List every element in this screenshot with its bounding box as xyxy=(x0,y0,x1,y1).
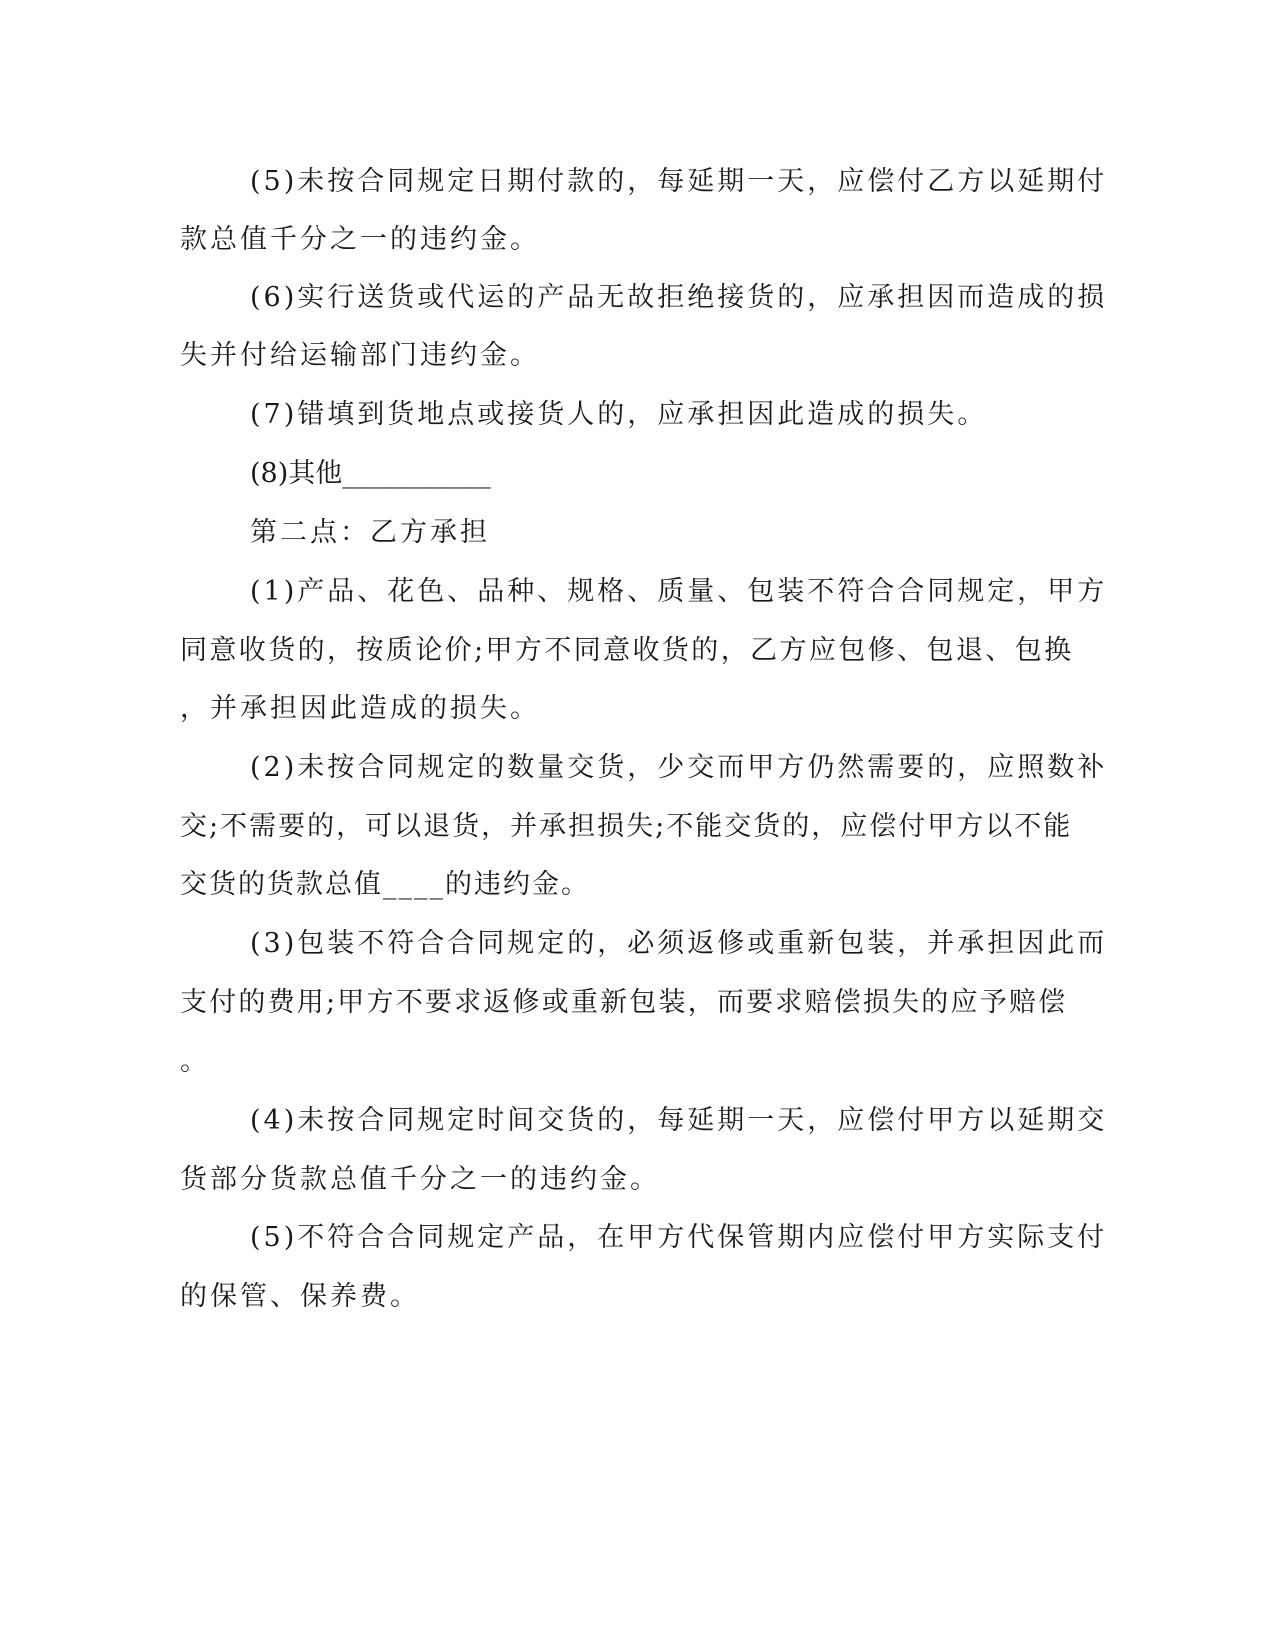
text-line: (6)实行送货或代运的产品无故拒绝接货的，应承担因而造成的损 xyxy=(250,282,1108,313)
text-line: 支付的费用;甲方不要求返修或重新包装，而要求赔偿损失的应予赔偿 xyxy=(180,987,1068,1018)
text-line: 款总值千分之一的违约金。 xyxy=(180,224,540,255)
text-line: (7)错填到货地点或接货人的，应承担因此造成的损失。 xyxy=(250,399,988,430)
section-heading: 第二点：乙方承担 xyxy=(250,517,490,548)
text-line: (2)未按合同规定的数量交货，少交而甲方仍然需要的，应照数补 xyxy=(250,752,1108,783)
text-line: (3)包装不符合合同规定的，必须返修或重新包装，并承担因此而 xyxy=(250,928,1108,959)
text-line: (5)未按合同规定日期付款的，每延期一天，应偿付乙方以延期付 xyxy=(250,166,1108,197)
text-line: (5)不符合合同规定产品，在甲方代保管期内应偿付甲方实际支付 xyxy=(250,1222,1108,1253)
text-line: 货部分货款总值千分之一的违约金。 xyxy=(180,1164,660,1195)
text-line: ，并承担因此造成的损失。 xyxy=(180,693,540,724)
text-line: 的保管、保养费。 xyxy=(180,1281,420,1312)
text-line: 交;不需要的，可以退货，并承担损失;不能交货的，应偿付甲方以不能 xyxy=(180,811,1073,842)
text-line: (1)产品、花色、品种、规格、质量、包装不符合合同规定，甲方 xyxy=(250,576,1108,607)
text-line: (4)未按合同规定时间交货的，每延期一天，应偿付甲方以延期交 xyxy=(250,1105,1108,1136)
text-line: 交货的货款总值____的违约金。 xyxy=(180,869,590,900)
text-line: 同意收货的，按质论价;甲方不同意收货的，乙方应包修、包退、包换 xyxy=(180,635,1074,666)
text-line: (8)其他___________ xyxy=(250,458,491,489)
text-line: 失并付给运输部门违约金。 xyxy=(180,340,540,371)
text-line: 。 xyxy=(180,1046,207,1077)
